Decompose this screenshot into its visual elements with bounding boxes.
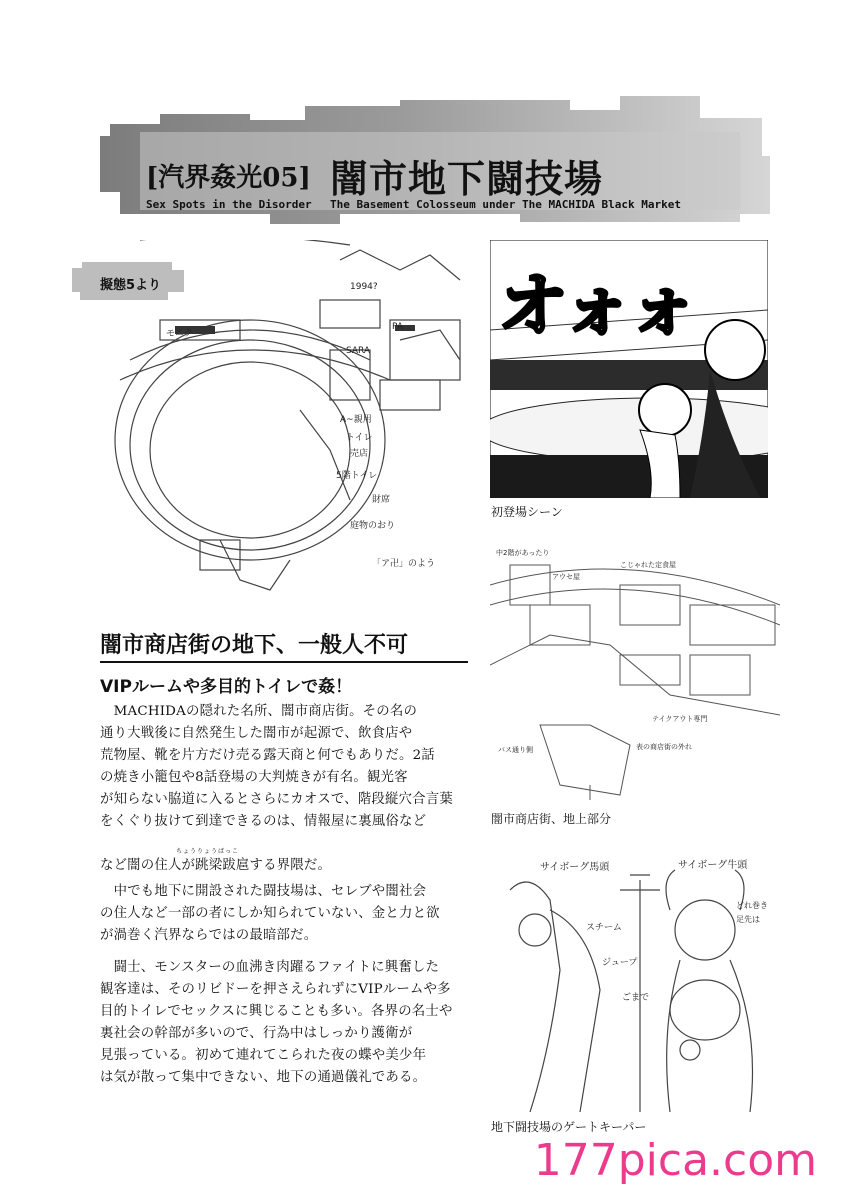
article-line: をくぐり抜けて到達できるのは、情報屋に裏風俗など xyxy=(100,814,427,829)
street-label: アウセ屋 xyxy=(552,573,580,581)
article-line: MACHIDAの隠れた名所、闇市商店街。その名の xyxy=(100,704,418,719)
map-label: トイレ xyxy=(346,433,373,443)
article-line: が渦巻く汽界ならではの最暗部だ。 xyxy=(100,928,318,943)
source-tag: 擬態5より xyxy=(100,278,162,293)
gatekeeper-label: スチーム xyxy=(586,923,622,933)
ruby-annotation: ちょうりょうばっこ xyxy=(176,848,240,855)
article-heading: 闇市商店街の地下、一般人不可 xyxy=(100,628,468,663)
article-line: は気が散って集中できない、地下の通過儀礼である。 xyxy=(100,1070,427,1085)
map-label: 庭物のおり xyxy=(350,521,396,531)
map-label: モニク xyxy=(166,329,194,339)
article-line: 裏社会の幹部が多いので、行為中はしっかり護衛が xyxy=(100,1026,413,1041)
article-subheading: VIPルームや多目的トイレで姦！ xyxy=(100,677,353,697)
figure-caption: 地下闘技場のゲートキーパー xyxy=(491,1120,647,1134)
map-label: 5階トイレ xyxy=(336,471,378,481)
gatekeeper-label: サイボーグ牛頭 xyxy=(678,860,748,871)
map-label: 1994? xyxy=(350,282,378,292)
article-line: 目的トイレでセックスに興じることも多い。各界の名士や xyxy=(100,1004,453,1019)
article-line: 観客達は、そのリビドーを押さえられずにVIPルームや多 xyxy=(100,982,451,997)
street-label: こじゃれた定食屋 xyxy=(620,561,676,569)
article-line: 通り大戦後に自然発生した闇市が起源で、飲食店や xyxy=(100,726,413,741)
article-line: 荒物屋、靴を片方だけ売る露天商と何でもありだ。2話 xyxy=(100,748,435,763)
street-label: 表の商店街の外れ xyxy=(636,743,692,751)
street-sketch xyxy=(490,545,780,800)
header-series-label: [汽界姦光05] xyxy=(146,163,311,193)
article-line: 闘士、モンスターの血沸き肉躍るファイトに興奮した xyxy=(100,960,440,975)
street-label: テイクアウト専門 xyxy=(652,715,708,723)
article-line: の焼き小籠包や8話登場の大判焼きが有名。観光客 xyxy=(100,770,408,785)
article-line: 見張っている。初めて連れてこられた夜の蝶や美少年 xyxy=(100,1048,427,1063)
map-label: SARA xyxy=(346,346,371,356)
gatekeeper-label: ジュープ xyxy=(602,958,638,968)
figure-caption: 闇市商店街、地上部分 xyxy=(491,812,612,826)
header-subtitle-right: The Basement Colosseum under The MACHIDA Black Market xyxy=(330,198,681,211)
figure-caption: 初登場シーン xyxy=(491,505,563,519)
map-label: PA xyxy=(392,322,404,332)
page-title: 闇市地下闘技場 xyxy=(330,156,604,201)
sfx-text: オォォ xyxy=(498,265,695,347)
gatekeeper-sketch xyxy=(490,850,780,1112)
article-line: など闇の住人が跳梁跋扈する界隈だ。 xyxy=(100,858,332,873)
site-watermark: 177pica.com xyxy=(533,1135,817,1186)
gatekeeper-label: どれ巻き xyxy=(736,901,768,910)
map-label: 財席 xyxy=(372,495,391,505)
map-label: A~親用 xyxy=(340,415,372,425)
map-label: 売店 xyxy=(350,449,369,459)
header-subtitle-left: Sex Spots in the Disorder xyxy=(146,198,312,211)
article-line: が知らない脇道に入るとさらにカオスで、階段縦穴合言葉 xyxy=(100,792,453,807)
street-label: バス通り側 xyxy=(498,746,533,754)
map-label: 「ア卍」のよう xyxy=(372,559,436,569)
gatekeeper-label: 足先は xyxy=(736,915,760,924)
gatekeeper-label: サイボーグ馬頭 xyxy=(540,862,610,873)
street-label: 中2階があったり xyxy=(496,549,550,557)
article-line: の住人など一部の者にしか知られていない、金と力と欲 xyxy=(100,906,440,921)
gatekeeper-label: ごまで xyxy=(622,993,650,1003)
arena-sketch-map xyxy=(100,240,472,605)
article-line: 中でも地下に開設された闘技場は、セレブや闇社会 xyxy=(100,884,427,899)
